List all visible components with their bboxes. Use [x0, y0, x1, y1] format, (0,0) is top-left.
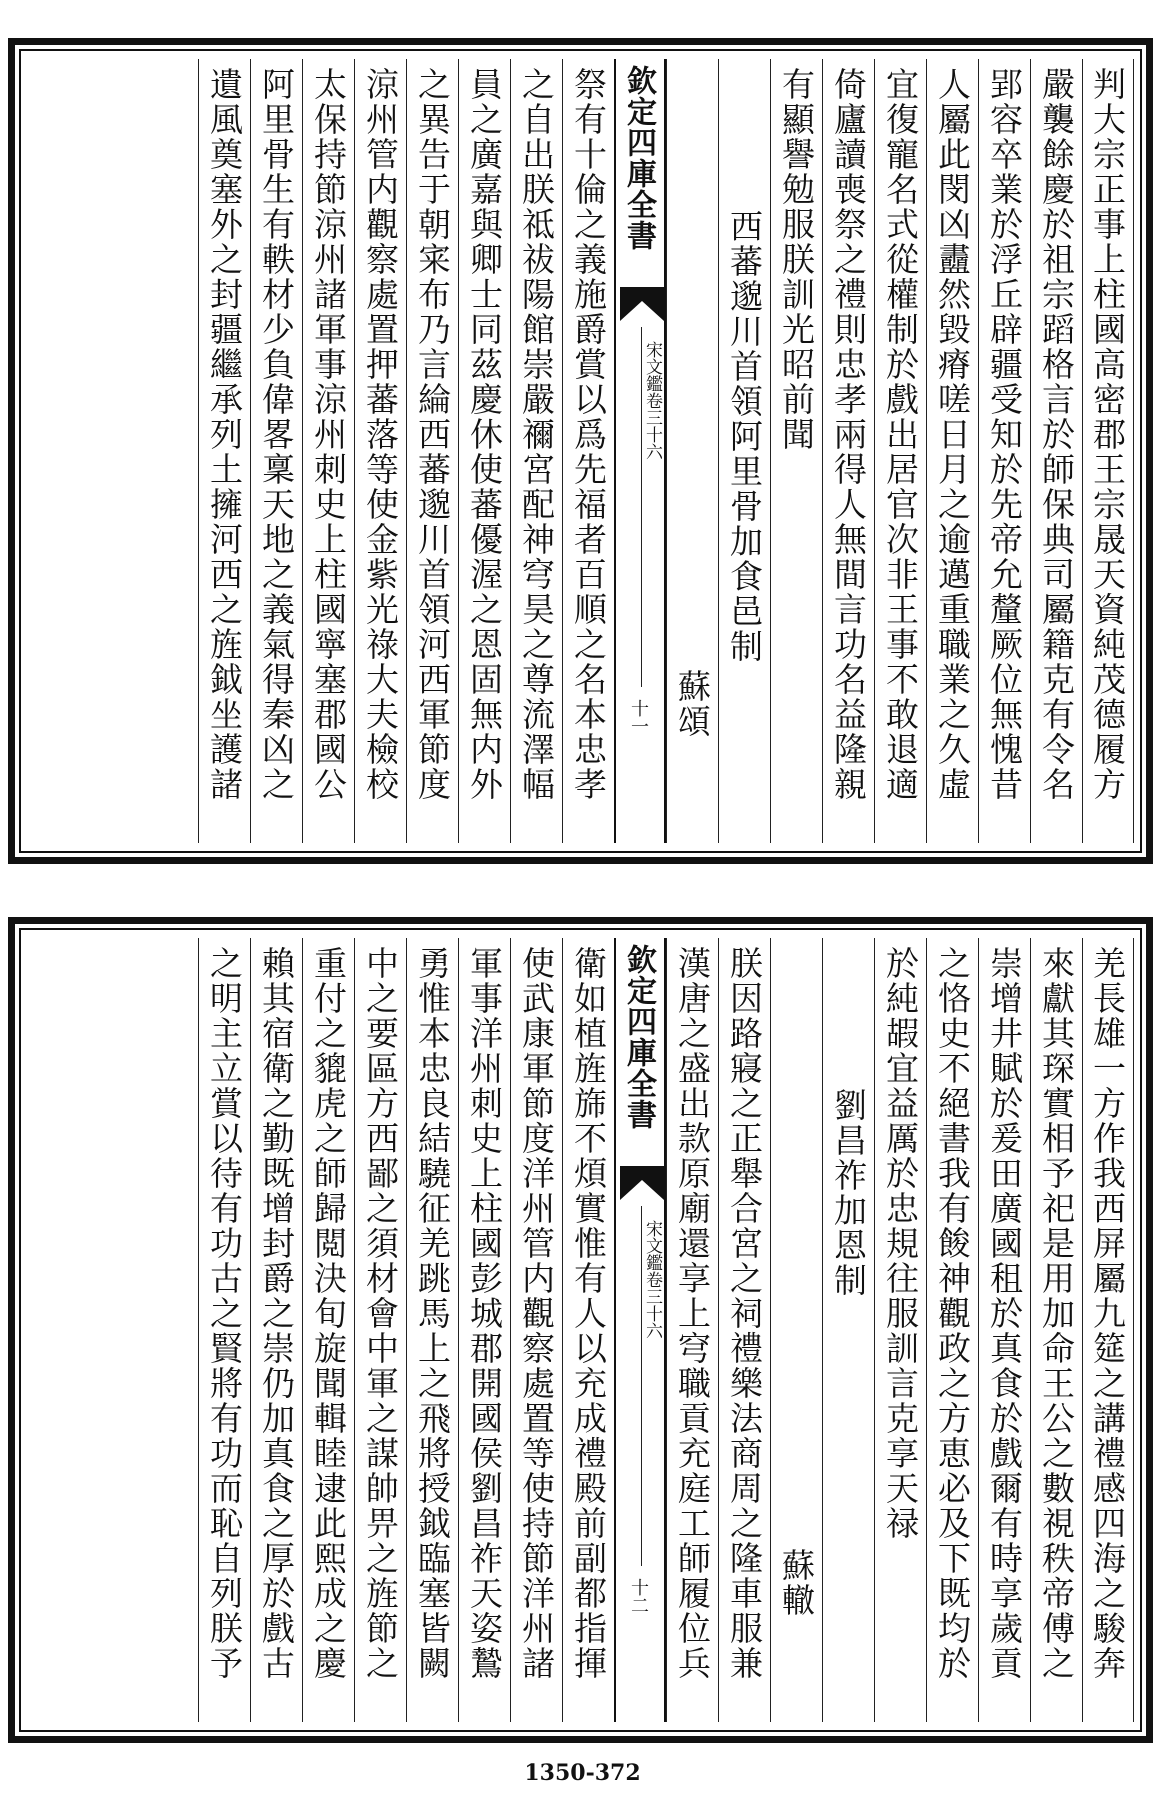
author-column — [666, 59, 718, 843]
center-fold — [614, 938, 666, 1722]
text-column: 阿里骨生有軼材少負偉畧稟天地之義氣得秦凶之 — [250, 59, 302, 843]
text-column: 涼州管内觀察處置押蕃落等使金紫光祿大夫檢校 — [354, 59, 406, 843]
text-column: 郢容卒業於浮丘辟疆受知於先帝允釐厥位無愧昔 — [978, 59, 1030, 843]
text-column: 倚廬讀喪祭之禮則忠孝兩得人無間言功名益隆親 — [822, 59, 874, 843]
text-column: 重付之貔虎之師歸閲決旬旋聞輯睦逮此熙成之慶 — [302, 938, 354, 1722]
text-column: 嚴襲餘慶於祖宗蹈格言於師保典司屬籍克有令名 — [1030, 59, 1082, 843]
text-column: 員之廣嘉與卿士同茲慶休使蕃優渥之恩固無内外 — [458, 59, 510, 843]
text-column: 人屬此閔凶衋然毀瘠嗟日月之逾邁重職業之久虛 — [926, 59, 978, 843]
text-column: 軍事洋州刺史上柱國彭城郡開國侯劉昌祚天姿鷙 — [458, 938, 510, 1722]
juan-label: 宋文鑑卷三十六 — [642, 341, 662, 460]
text-column: 太保持節涼州諸軍事涼州刺史上柱國寧塞郡國公 — [302, 59, 354, 843]
text-column: 之自出朕祗祓陽館崇嚴禰宮配神穹昊之尊流澤幅 — [510, 59, 562, 843]
text-column: 賴其宿衛之勤既增封爵之崇仍加真食之厚於戲古 — [250, 938, 302, 1722]
document-title: 西蕃邈川首領阿里骨加食邑制 — [725, 209, 764, 664]
text-column: 之異告于朝宷布乃言綸西蕃邈川首領河西軍節度 — [406, 59, 458, 843]
author-column — [770, 938, 822, 1722]
text-column: 衛如植旌旆不煩實惟有人以充成禮殿前副都指揮 — [562, 938, 614, 1722]
document-title: 劉昌祚加恩制 — [829, 1088, 868, 1298]
text-column: 判大宗正事上柱國高密郡王宗晟天資純茂德履方 — [1082, 59, 1134, 843]
author-name: 蘇頌 — [673, 669, 712, 739]
fishtail-mark-icon — [620, 287, 664, 321]
text-column: 有顯譽勉服朕訓光昭前聞 — [770, 59, 822, 843]
text-column: 使武康軍節度洋州管内觀察處置等使持節洋州諸 — [510, 938, 562, 1722]
book-title: 欽定四庫全書 — [621, 65, 656, 251]
book-title: 欽定四庫全書 — [621, 944, 656, 1130]
leaf-number: 十二 — [628, 1578, 649, 1614]
columns-top — [27, 59, 1134, 843]
page-number: 1350-372 — [524, 1760, 641, 1786]
columns-bottom — [27, 938, 1134, 1722]
document-title-column — [822, 938, 874, 1722]
text-column: 羌長雄一方作我西屏屬九筵之講禮感四海之駿奔 — [1082, 938, 1134, 1722]
text-column: 祭有十倫之義施爵賞以爲先福者百順之名本忠孝 — [562, 59, 614, 843]
text-column: 於純嘏宜益厲於忠規往服訓言克享天禄 — [874, 938, 926, 1722]
juan-label: 宋文鑑卷三十六 — [642, 1220, 662, 1339]
text-column: 宜復寵名式從權制於戲出居官次非王事不敢退適 — [874, 59, 926, 843]
text-column: 漢唐之盛出款原廟還享上穹職貢充庭工師履位兵 — [666, 938, 718, 1722]
document-title-column — [718, 59, 770, 843]
text-column: 之恪史不絕書我有餕神觀政之方恵必及下既均於 — [926, 938, 978, 1722]
text-column: 崇增井賦於爰田廣國租於真食於戲爾有時享歲貢 — [978, 938, 1030, 1722]
author-name: 蘇轍 — [777, 1548, 816, 1618]
center-fold — [614, 59, 666, 843]
text-column: 之明主立賞以待有功古之賢將有功而恥自列朕予 — [198, 938, 250, 1722]
page-top — [8, 38, 1153, 864]
fishtail-mark-icon — [620, 1166, 664, 1200]
leaf-number: 十一 — [628, 699, 649, 735]
text-column: 來獻其琛實相予祀是用加命王公之數視秩帝傅之 — [1030, 938, 1082, 1722]
page-bottom — [8, 917, 1153, 1743]
text-column: 遺風奠塞外之封疆繼承列土擁河西之旌鉞坐護諸 — [198, 59, 250, 843]
text-column: 勇惟本忠良結驍征羌跳馬上之飛將授鉞臨塞皆闕 — [406, 938, 458, 1722]
text-column: 朕因路寢之正舉合宮之祠禮樂法商周之隆車服兼 — [718, 938, 770, 1722]
text-column: 中之要區方西鄙之須材會中軍之謀帥畀之旌節之 — [354, 938, 406, 1722]
